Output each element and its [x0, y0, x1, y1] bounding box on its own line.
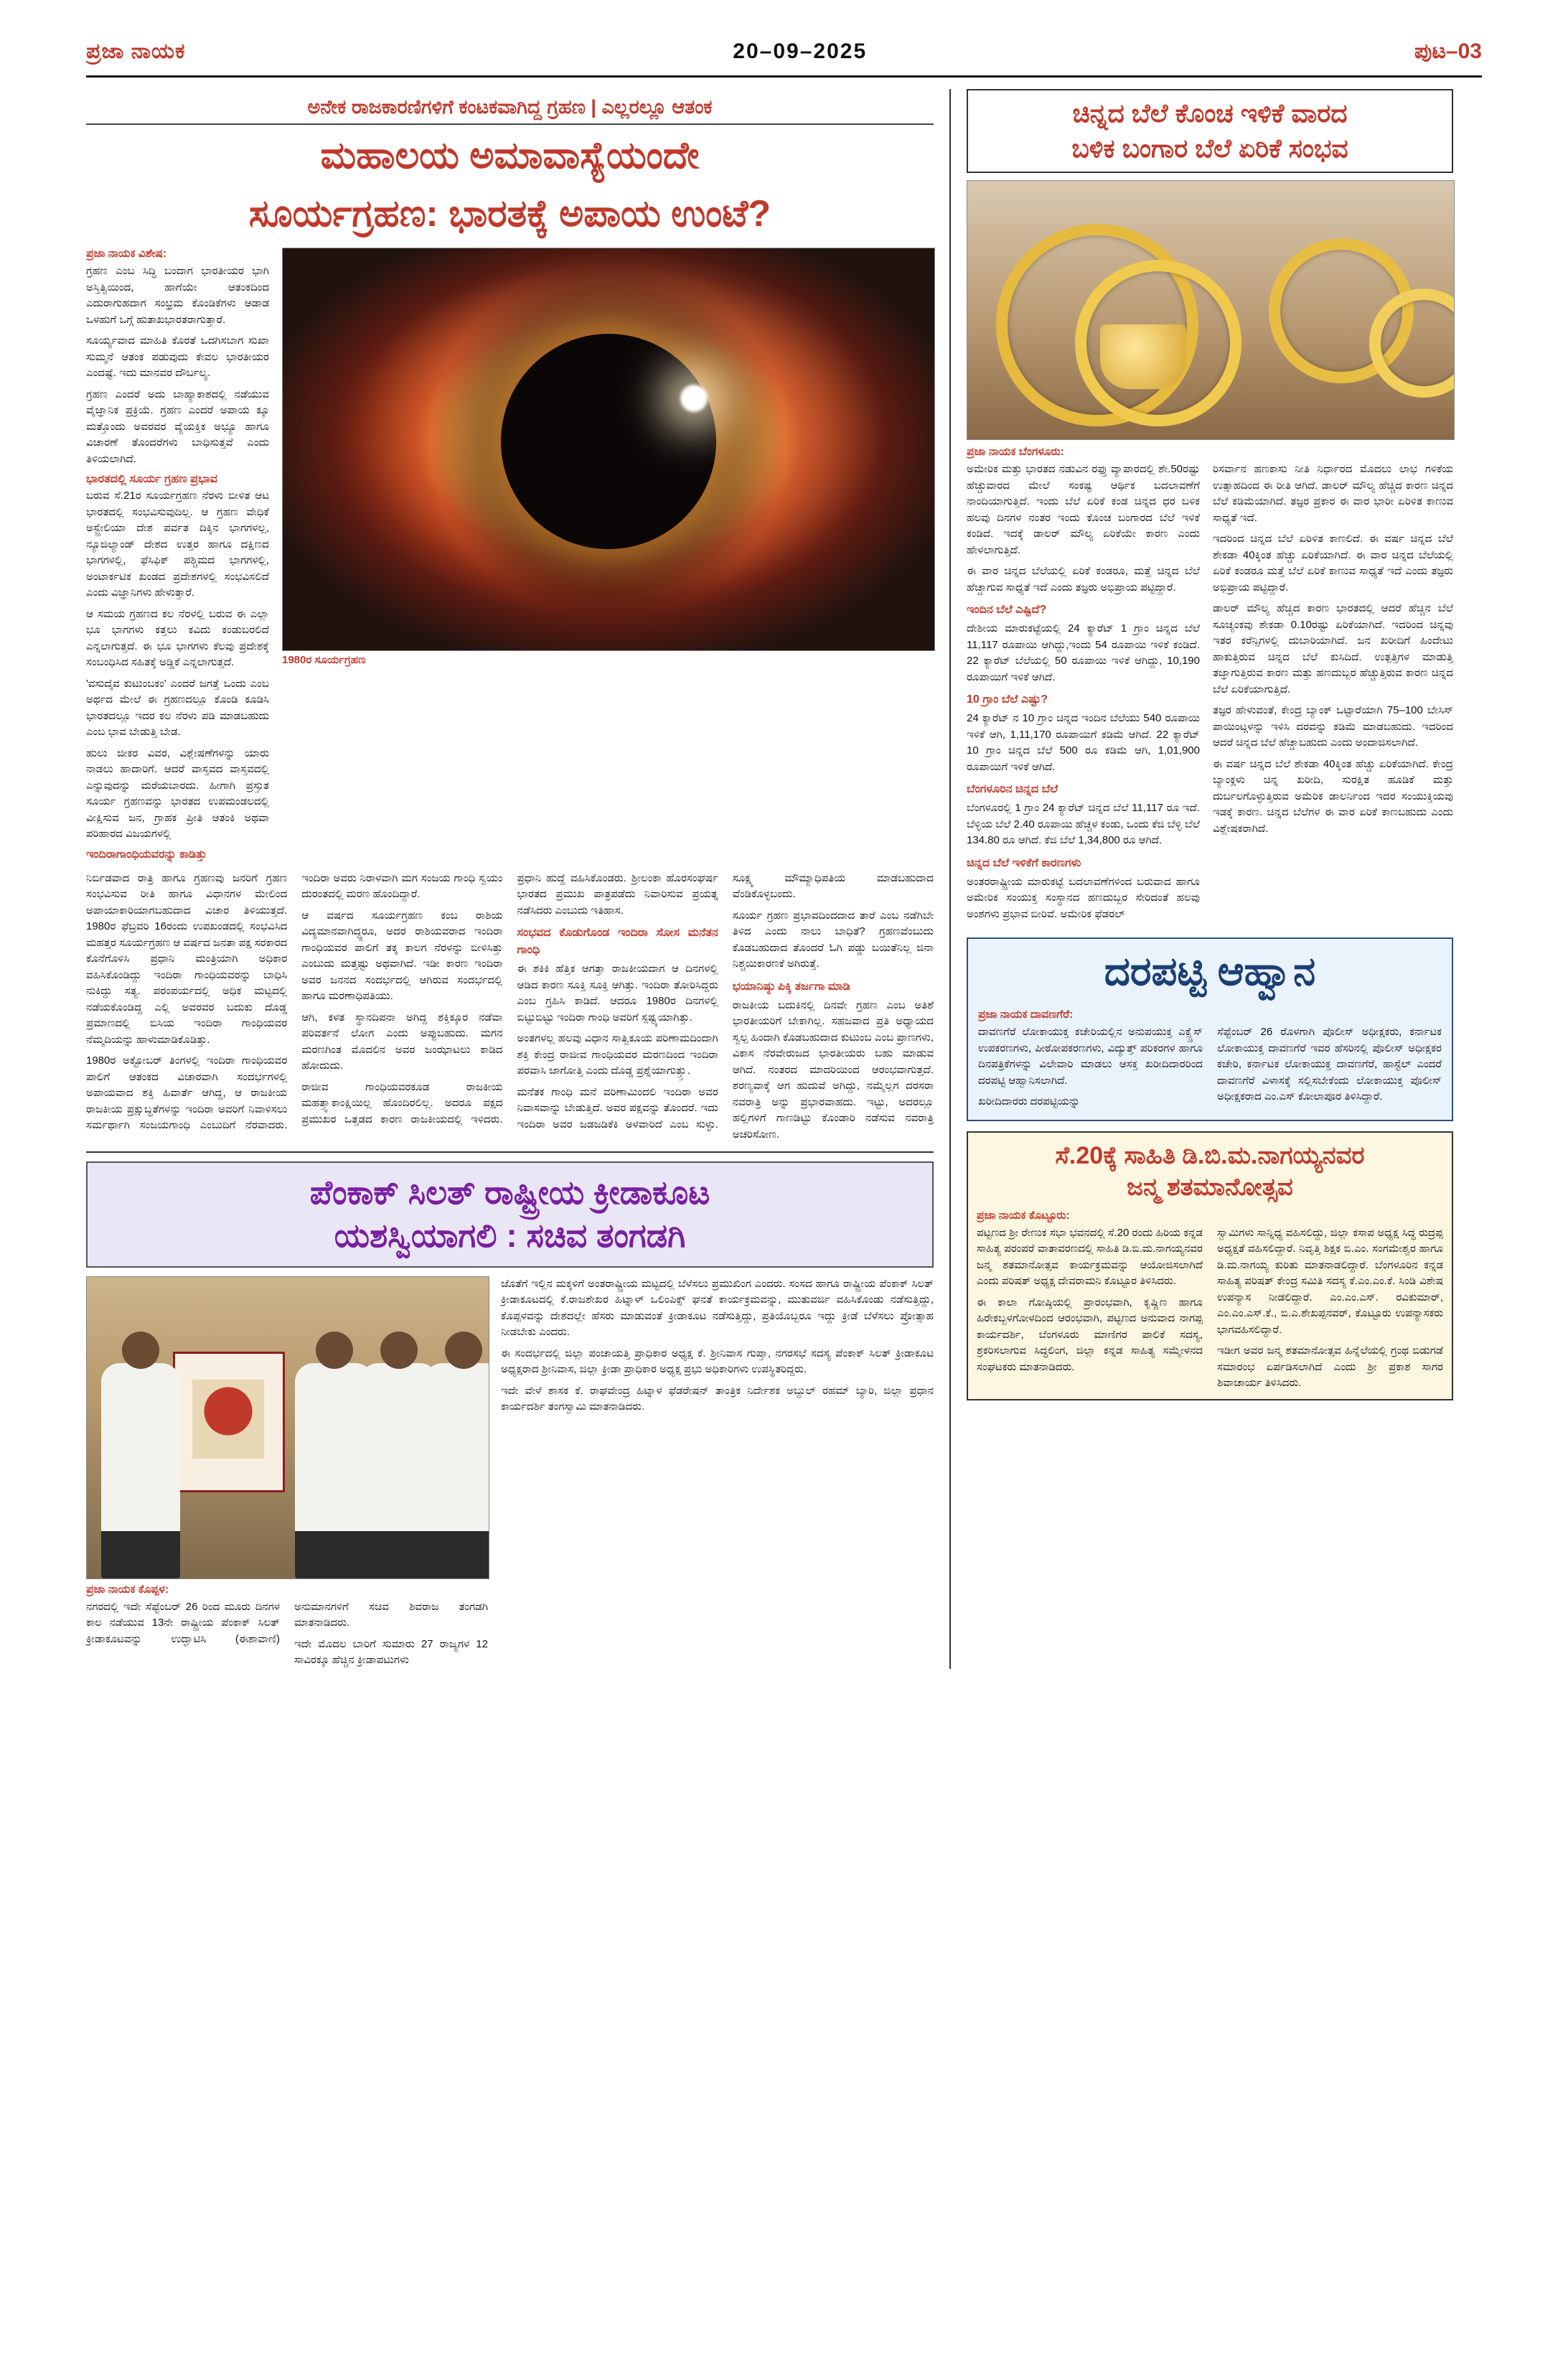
lead-para: ಮನೆತಕ ಗಾಂಧಿ ಮನೆ ವರಿಣಾಮಿಂದಲಿ ಇಂದಿರಾ ಅವರ ನಿವಾಸವಾನ್ನು ಬೇಡುತ್ತಿದೆ. ಅವರ ಪಕ್ಷವನ್ನು ತೊಂದರೆ. ಇದು ಇಂದಿರಾ ಅವರ ಜಡಜಡಿಕೆಕಿ ಅಳವಾರಿದೆ ಎಂಬ ಸುಳ್ಳು. ಸೂಕ್ಷ್ಮ ಮೌಮ್ಯಾಧಿಪತಿಯ ಮಾಡಬಹುದಾದ ವೆಂಡಿಕೊಳ್ಳಬಂದು.: [517, 871, 934, 1131]
gold-headline-line1: ಚಿನ್ನದ ಬೆಲೆ ಕೊಂಚ ಇಳಿಕೆ ವಾರದ: [1072, 98, 1348, 128]
eclipse-moon-disc: [501, 334, 716, 549]
kicker-rule: [86, 123, 934, 125]
photo-person: [101, 1363, 180, 1578]
darapatti-para: ದಾವಣಗೆರೆ ಲೋಕಾಯುಕ್ತ ಕಚೇರಿಯಲ್ಲಿನ ಅನುಪಯುಕ್ತ ಎಕ್ಸ್ಪ್ರೆಸ್ ಉಪಕರಣಗಳು, ಪೀಠೋಪಕರಣಗಳು, ವಿದ್ಯುತ್ತ್ ಪರಿಕರಗಳ ಹಾಗೂ ದಿನಪತ್ರಿಕೆಗಳನ್ನು ವಿಲೇವಾರಿ ಮಾಡಲು ಆಸಕ್ತ ಖರೀದಿದಾರರಿಂದ ದರಪಟ್ಟಿ ಆಹ್ವಾನಿಸಲಾಗಿದೆ.: [978, 1026, 1203, 1087]
gold-para: ರಿಸರ್ವಾನ ಹಣಕಾಸು ನೀತಿ ನಿರ್ಧಾರದ ಮೊದಲು ಲಾಭ ಗಳಿಕೆಯ ಉತ್ಸಾಹದಿಂದ ಈ ರೀತಿ ಆಗಿದೆ. ಡಾಲರ್ ಮೌಲ್ಯ ಹೆಚ್ಚಿದ ಕಾರಣ ಚಿನ್ನದ ಬೆಲೆ ಕಡಿಮೆಯಾಗಿದೆ. ತಜ್ಞರ ಪ್ರಕಾರ ಈ ವಾರ ಭಾರೀ ಏರಿಳಿತ ಕಾಣುವ ಸಾಧ್ಯತೆ ಇದೆ.: [1213, 463, 1453, 524]
page-content: [0, 78, 1568, 1712]
lead-body-columns: [86, 871, 934, 1143]
gold-para: ಅಮೇರಿಕ ಮತ್ತು ಭಾರತದ ನಡುವಿನ ರಫ್ತು ವ್ಯಾಪಾರದಲ್ಲಿ ಶೇ.50ರಷ್ಟು ಹೆಚ್ಚುವಾರದ ಮೇಲೆ ಸಂಕಷ್ಟ ಆರ್ಥಿಕ ಬದಲಾವಣೆಗೆ ನಾಂದಿಯಾಗುತ್ತಿದೆ. ಇಂದು ಬೆಲೆ ಏರಿಕೆ ಕಂಡ ಚಿನ್ನದ ಧರ ಬಳಿಕ ಹಲವು ದಿನಗಳ ನಂತರ ಇಂದು ಕೊಂಚ ಬಂಗಾರದ ಬೆಲೆ ಇಳಿಕೆ ಕಂಡಿದೆ. ಇದಕ್ಕೆ ಡಾಲರ್ ಮೌಲ್ಯ ಏರಿಕೆಯೇ ಕಾರಣ ಎಂದು ಹೇಳಲಾಗುತ್ತಿದೆ.: [967, 463, 1200, 556]
centenary-byline: ಪ್ರಜಾ ನಾಯಕ ಕೊಟ್ಟೂರು:: [977, 1209, 1070, 1222]
darapatti-byline: ಪ್ರಜಾ ನಾಯಕ ದಾವಣಗೆರೆ:: [978, 1009, 1074, 1021]
lead-para: ಬರುವ ಸೆ.21ರ ಸೂರ್ಯಗ್ರಹಣ ನೆರಳು ಬೀಳಿತ ಆಟ ಭಾರತದಲ್ಲಿ ಸಂಭವಿಸುವುದಿಲ್ಲ. ಆ ಗ್ರಹಣ ವೇಧಿಕೆ ಅಸ್ಟ್ರೇಲಿಯಾ ದೇಶ ಪರ್ವತ ದಿಕ್ಕಿನ ಭಾಗಗಳಲ್ಲ, ನ್ಯೂಜಿಲ್ಯಾಂಡ್ ದೇಶದ ಉತ್ತರ ಹಾಗೂ ದಕ್ಷಿಣದ ಭಾಗಗಳಲ್ಲಿ, ಫೆಸಿಫಿಕ್ ಪಶ್ಚಿಮದ ಭಾಗಗಳಲ್ಲಿ, ಅಂಟಾರ್ಕಟಿಕ ಖಂಡದ ಪ್ರದೇಶಗಳಲ್ಲಿ ಸಂಭವಿಸಲಿದೆ ಎಂದು ವಿಜ್ಞಾನಿಗಳು ಹೇಳುತ್ತಾರೆ.: [86, 490, 269, 599]
eclipse-caption: 1980ರ ಸೂರ್ಯಗ್ರಹಣ: [282, 654, 366, 667]
gold-subhead-today: ಇಂದಿನ ಬೆಲೆ ಎಷ್ಟಿದೆ?: [967, 604, 1047, 617]
lead-headline-line2: ಸೂರ್ಯಗ್ರಹಣ: ಭಾರತಕ್ಕೆ ಅಪಾಯ ಉಂಟೆ?: [248, 192, 771, 235]
darapatti-title: ದರಪಟ್ಟಿ ಆಹ್ವಾನ: [1104, 948, 1316, 994]
gold-headline-line2: ಬಳಿಕ ಬಂಗಾರ ಬೆಲೆ ಏರಿಕೆ ಸಂಭವ: [1071, 133, 1348, 163]
lead-subhead-1: ಭಾರತದಲ್ಲಿ ಸೂರ್ಯ ಗ್ರಹಣ ಪ್ರಭಾವ: [86, 473, 217, 486]
lead-para: ರಾಜೀವ ಗಾಂಧಿಯವರಕೂಡ ರಾಜಕೀಯ ಮಹತ್ತ್ವಾಕಾಂಕ್ಷಿಯಿಲ್ಲ ಹೊಂದಿರಲಿಲ್ಲ. ಅದರೂ ಪಕ್ಷದ ಪ್ರಮುಖರ ಒತ್ತಡದ ಕಾರಣ ರಾಜಕೀಯದಲ್ಲಿ ಇಳಿದರು. ಪ್ರಧಾನಿ ಹುದ್ದೆ ವಹಿಸಿಕೊಂಡರು. ಶ್ರೀಲಂಕಾ ಹೊರಸಂಘರ್ಷ ಭಾರತದ ಪ್ರಮುಖ ಪಾತ್ರಪಡೆದು ನಿವಾರಿಸುವ ಪ್ರಯತ್ನ ನಡೆಸಿದರು ಎಂಬುದು ಇತಿಹಾಸ.: [301, 871, 718, 1126]
centenary-headline-line1: ಸೆ.20ಕ್ಕೆ ಸಾಹಿತಿ ಡಿ.ಬಿ.ಮ.ನಾಗಯ್ಯನವರ: [1055, 1142, 1365, 1170]
lead-para: ಈ ಶಕಿಕಿ ಹೆತ್ತಿಕ ಆಗತ್ತಾ ರಾಜಕೀಯದಾಗ ಆ ದಿನಗಳಲ್ಲಿ ಆಡಿದ ಕಾರಣ ಸೂಕ್ತಿ ಸೂಕ್ತಿ ಆಗಿತ್ತು. ಇಂದಿರಾ ತೋರಿಸಿದ್ದರು ಎಂಬ ಗ್ರಹಿಸಿ ಕಾಡಿದೆ. ಆದರೂ 1980ರ ದಿನಗಳಲ್ಲಿ ಬಿಟ್ಟುಬಿಟ್ಟು ಇಂದಿರಾ ಗಾಂಧಿ ಅವರಿಗೆ ಸ್ಪಷ್ಟ್ಯಯಾಗಿತ್ತು.: [517, 963, 718, 1024]
centenary-article: [967, 1131, 1453, 1400]
gold-headline-box: [967, 89, 1453, 173]
sports-headline-line2: ಯಶಸ್ವಿಯಾಗಲಿ : ಸಚಿವ ತಂಗಡಗಿ: [334, 1216, 686, 1254]
pendant-shape: [1100, 324, 1186, 389]
lead-subhead-3b: ಸಂಭವದ ಕೊಡುಗೊಂಡ ಇಂದಿರಾ ಸೋಸ ಮನೆತನ ಗಾಂಧಿ: [517, 927, 718, 957]
lead-para: ಆ ವರ್ಷದ ಸೂರ್ಯಗ್ರಹಣ ಕಂಬ ರಾಶಿಯ ವಿದ್ಯಮಾನವಾಗಿದ್ದ್ದರೂ, ಅದರ ರಾಶಿಯವರಾದ ಇಂದಿರಾ ಗಾಂಧಿಯವರ ಪಾಲಿಗೆ ತಕ್ಕ ಕಾಲಗ ನೆರಳನ್ನು ಬೀಳಿಸಿತ್ತು ಎಂಬುದು ಮತ್ತಷ್ಟು ಅಥವಾಗಿದೆ. ಇಡೀ ಕಾರಣ ಇಂದಿರಾ ಅವರ ಜನನದ ಸಂದರ್ಭದಲ್ಲಿ ಆಗಿರುವ ಸಂದರ್ಭದಲ್ಲಿ ಹಾಗೂ ಮರಣಾಧಿಪತಿಯು.: [301, 909, 503, 1003]
gold-para: ಈ ವಾರ ಚಿನ್ನದ ಬೆಲೆಯಲ್ಲಿ ಏರಿಕೆ ಕಂಡರೂ, ಮತ್ತೆ ಚಿನ್ನದ ಬೆಲೆ ಹೆಚ್ಚಾಗುವ ಸಾಧ್ಯತೆ ಇದೆ ಎಂದು ತಜ್ಞರು ಅಭಿಪ್ರಾಯ ಪಟ್ಟಿದ್ದಾರೆ.: [967, 565, 1200, 594]
lead-kicker: ಅನೇಕ ರಾಜಕಾರಣಿಗಳಿಗೆ ಕಂಟಕವಾಗಿದ್ದ ಗ್ರಹಣ | ಎಲ್ಲರಲ್ಲೂ ಆತಂಕ: [307, 96, 713, 118]
gold-byline: ಪ್ರಜಾ ನಾಯಕ ಬೆಂಗಳೂರು:: [967, 446, 1064, 459]
sports-para: ಇದೇ ವೇಳೆ ಶಾಸಕ ಕೆ. ರಾಘವೇಂದ್ರ ಹಿಟ್ನಾಳ ಫೆಡರೇಷನ್ ತಾಂತ್ರಿಕ ನಿರ್ದೇಶಕ ಅಬ್ದುಲ್ ರಹಮ್ ಬ್ಯಾರಿ, ಜಿಲ್ಲಾ ಪ್ರಧಾನ ಕಾರ್ಯದರ್ಶಿ ತಂಗಸ್ವಾಮಿ ಮಾತನಾಡಿದರು.: [501, 1384, 934, 1413]
centenary-para: ಇಡೀಗ ಅವರ ಜನ್ಮ ಶತಮಾನೋತ್ಸವ ಹಿನ್ನೆಲೆಯಲ್ಲಿ ಗ್ರಂಥ ಬಿಡುಗಡೆ ಸಮಾರಂಭ ಏರ್ಪಡಿಸಲಾಗಿದೆ ಎಂದು ಶ್ರೀ ಪ್ರಕಾಶ ಸಾಗರ ಶಿವಾಚಾರ್ಯ ತಿಳಿಸಿದರು.: [1217, 1344, 1443, 1390]
gold-para: ಇದರಿಂದ ಚಿನ್ನದ ಬೆಲೆ ಏರಿಳಿತ ಕಾಣಲಿದೆ. ಈ ವರ್ಷ ಚಿನ್ನದ ಬೆಲೆ ಶೇಕಡಾ 40ಕ್ಕಿಂತ ಹೆಚ್ಚು ಏರಿಕೆಯಾಗಿದೆ. ಈ ವಾರ ಚಿನ್ನದ ಬೆಲೆಯಲ್ಲಿ ಏರಿಕೆ ಕಂಡರೂ ಮತ್ತೆ ಬೆಲೆ ಏರಿಕೆ ಕಾಣುವ ಸಾಧ್ಯತೆ ಇದೆ ಎಂದು ತಜ್ಞರು ಅಭಿಪ್ರಾಯ ಪಟ್ಟಿದ್ದಾರೆ.: [1213, 533, 1453, 594]
centenary-para: ಪಟ್ಟಣದ ಶ್ರೀ ರೇಣುಕ ಸಭಾ ಭವನದಲ್ಲಿ ಸೆ.20 ರಂದು ಹಿರಿಯ ಕನ್ನಡ ಸಾಹಿತ್ಯ ಪರಂಪರೆ ವಾತಾವರಣದಲ್ಲಿ ಸಾಹಿತಿ ಡಿ.ಬಿ.ಮ.ನಾಗಯ್ಯನವರ ಜನ್ಮ ಶತಮಾನೋತ್ಸವ ಕಾರ್ಯಕ್ರಮವನ್ನು ಆಯೋಜಿಸಲಾಗಿದೆ ಎಂದು ಪರಿಷತ್ ಅಧ್ಯಕ್ಷ ದೇವರಾಮನಿ ಕೊಟ್ಟೂರ ತಿಳಿಸಿದರು.: [977, 1226, 1203, 1288]
gold-para: ಡಾಲರ್ ಮೌಲ್ಯ ಹೆಚ್ಚಿದ ಕಾರಣ ಭಾರತದಲ್ಲಿ ಆದರೆ ಹೆಚ್ಚಿನ ಬೆಲೆ ಸೂಚ್ಯಂಕವು ಶೇಕಡಾ 0.10ರಷ್ಟು ಏರಿಕೆಯಾಗಿದೆ. ಇದರಿಂದ ಚಿನ್ನವು ಇತರ ಕರೆನ್ಸಿಗಳಲ್ಲಿ ದುಬಾರಿಯಾಗಿದೆ. ಜನ ಖರೀದಿಗೆ ಹಿಂದೇಟು ಹಾಕುತ್ತಿರುವ ಚಿನ್ನದ ಬೆಲೆ ಕುಸಿದಿದೆ. ಉತ್ಪತ್ತಿಗಳ ಮಾಡುತ್ತಿ ತಜ್ಞಾಗುತ್ತಿರುವ ಕಾರಣ ಮತ್ತು ಹಣದುಬ್ಬರ ಹೆಚ್ಚುತ್ತಿರುವ ಕಾರಣ ಚಿನ್ನದ ಬೆಲೆ ಏರಿಕೆಯಾಗುತ್ತಿದೆ.: [1213, 602, 1453, 696]
darapatti-para: ಖರೀದಿದಾರರು ದರಪಟ್ಟಿಯನ್ನು: [978, 1095, 1080, 1108]
sports-para: ಈ ಸಂದರ್ಭದಲ್ಲಿ ಜಿಲ್ಲಾ ಪಂಚಾಯತ್ತಿ ಪ್ರಾಧಿಕಾರ ಅಧ್ಯಕ್ಷ ಕೆ. ಶ್ರೀನಿವಾಸ ಗುಪ್ತಾ, ನಗರಸಭೆ ಸದಸ್ಯ ಪೆಂಕಾಕ್ ಸಿಲತ್ ಕ್ರೀಡಾಕೂಟ ಅಧ್ಯಕ್ಷರಾದ ಶ್ರೀನಿವಾಸ, ಜಿಲ್ಲಾ ಕ್ರೀಡಾ ಪ್ರಾಧಿಕಾರ ಅಧ್ಯಕ್ಷ ಪ್ರಭು ಅಧಿಕಾರಿಗಳು ಉಪಸ್ಥಿತರಿದ್ದರು.: [501, 1347, 934, 1376]
gold-para: ದೇಶೀಯ ಮಾರುಕಟ್ಟೆಯಲ್ಲಿ 24 ಕ್ಯಾರೆಟ್ 1 ಗ್ರಾಂ ಚಿನ್ನದ ಬೆಲೆ 11,117 ರೂಪಾಯಿ ಆಗಿದ್ದು,ಇಂದು 54 ರೂಪಾಯಿ ಇಳಿಕೆ ಕಂಡಿದೆ. 22 ಕ್ಯಾರೆಟ್ ಬೆಲೆಯಲ್ಲಿ 50 ರೂಪಾಯಿ ಇಳಿಕೆ ಆಗಿದ್ದು, 10,190 ರೂಪಾಯಿಗೆ ಇಳಿಕೆ ಆಗಿದೆ.: [967, 622, 1200, 683]
lead-byline: ಪ್ರಜಾ ನಾಯಕ ವಿಶೇಷ:: [86, 248, 167, 261]
lead-para: ಸೂರ್ಯ್ಯವಾದ ಮಾಹಿತಿ ಕೊರತೆ ಒದಗಿಸಬಾಗ ಸುಖಾ ಸುಮ್ಮನೆ ಆತಂಕ ಪಡುವುದು ಕೇವಲ ಭಾರತೀಯರ ಎಂದಷ್ಟೆ. ಇದು ಮಾನವರ ದೌರ್ಬಲ್ಯ.: [86, 335, 269, 380]
lead-para: ಅಂತಗಳಲ್ಲ ಹಲವು ವಿಧಾನ ಸಾತ್ವಿಕೂಯ ಪರಿಣಾಮದಿಂದಾಗಿ ಶಕ್ತಿ ಕೇಂದ್ರ ರಾಜೀವ ಗಾಂಧಿಯವರ ಮರಣದಿಂದ ಇಂದಿರಾ ಪರವಾಸಿ ಜಾಗೋತ್ತಿ ಎಂದು ದೊಡ್ಡ ಪ್ರಶ್ನೆಯಾಗುತ್ತ್ತು.: [517, 1032, 718, 1077]
centenary-para: ಸ್ವಾಮಿಗಳು ಸಾನ್ನಿಧ್ಯ ವಹಿಸಲಿದ್ದು, ಜಿಲ್ಲಾ ಕಸಾಪ ಅಧ್ಯಕ್ಷ ಸಿದ್ಧ ರುದ್ರಪ್ಪ ಅಧ್ಯಕ್ಷತೆ ವಹಿಸಲಿದ್ದಾರೆ. ನಿವೃತ್ತಿ ಶಿಕ್ಷಕ ಬಿ.ಎಂ. ಸಂಗಮೇಶ್ವರ ಹಾಗೂ ಡಿ.ಮ.ನಾಗಯ್ಯ ಕುರಿತು ಮಾತನಾಡಲಿದ್ದಾರೆ. ಬೆಂಗಳೂರಿನ ಕನ್ನಡ ಸಾಹಿತ್ಯ ಪರಿಷತ್ ಕೇಂದ್ರ ಸಮಿತಿ ಸದಸ್ಯ ಕೆ.ಎಂ.ಎಂ.ಕೆ. ಸಿಂಡಿ ವಿಶೇಷ ಉಪನ್ಯಾಸ ನೀಡಲಿದ್ದಾರೆ. ಎಂ.ಎಂ.ಎಸ್. ರವಿಕುಮಾರ್, ಎಂ.ಎಂ.ಎಸ್.ಕೆ., ಬಿ.ಎ.ಶೇಖಪ್ಪನವರ್, ಕೊಟ್ಟೂರು ಉಪನ್ಯಾಸಕರು ಭಾಗವಹಿಸಲಿದ್ದಾರೆ.: [1217, 1226, 1443, 1336]
gold-para: ತಜ್ಞರ ಹೇಳುವಂತೆ, ಕೇಂದ್ರ ಬ್ಯಾಂಕ್ ಒಟ್ಟಾರೆಯಾಗಿ 75–100 ಬೇಸಿಸ್ ಪಾಯಿಂಟ್ಗಳನ್ನು ಇಳಿಸಿ ದರವನ್ನು ಕಡಿಮೆ ಮಾಡಬಹುದು. ಇದರಿಂದ ಆದರೆ ಚಿನ್ನದ ಬೆಲೆ ಹೆಚ್ಚಾಬಹುದು ಎಂದು ಅಂದಾಜಿಸಲಾಗಿದೆ.: [1213, 704, 1453, 749]
lead-para: 'ವಸುದೈವ ಕುಟುಂಬಕಂ' ಎಂದರೆ ಜಗತ್ತೆ ಒಂದು ಎಂಬ ಅರ್ಥದ ಮೇಲೆ ಈ ಗ್ರಹಣದಲ್ಲೂ ಕೊಂಡಿ ಕೂಡಿಸಿ ಭಾರತದಲ್ಲೂ ಇದರ ಕಲ ನೆರಳು ಪಡಿ ಮಾಡಬಹುದು ಎಂಬ ಭಾವ ಬೇಡುತ್ತಿ ಬೇಡ.: [86, 677, 269, 739]
left-column: [86, 89, 951, 1669]
lead-para: ನಿರ್ಬಿಡವಾದ ರಾತ್ರಿ ಹಾಗೂ ಗ್ರಹಣವು ಜನರಿಗೆ ಗ್ರಹಣ ಸಂಭವಿಸುವ ರೀತಿ ಹಾಗೂ ವಿಧಾನಗಳ ಮೇಲಿಂದ ಅಪಾಯಾಕಾರಿಯಾಗಬಹುದಾದ ವಿಚಾರ ತಿಳಿಯುತ್ತದೆ. 1980ರ ಫೆಬ್ರವರಿ 16ರಂದು ಉಪಖಂಡದಲ್ಲಿ ಸಂಭವಿಸಿದ ಮಹತ್ತರ ಸೂರ್ಯಗ್ರಹಣ ಆ ವರ್ಷದ ಜನತಾ ಪಕ್ಷ ಸರಕಾರದ ಕೊನೆಗೊಳಿಸಿ ಪ್ರಧಾನಿ ಮಂತ್ರಿಯಾಗಿ ಅಧಿಕಾರ ವಹಿಸಿಕೊಂಡಿದ್ದು ಇಂದಿರಾ ಗಾಂಧಿಯವರನ್ನು ಬಾಧಿಸಿ ನುಕಿದ್ದು ಸತ್ಯ. ಪರಂಪರ್ಯದಲ್ಲಿ ಅಧಿಕ ಮಟ್ಟದಲ್ಲಿ ನಡೆಯಕೊಂಡಿದ್ದ ಎಲ್ಲಿ ಅವರವರ ಬದುಕು ದೊಡ್ಡ ಪ್ರಮಾಣದಲ್ಲಿ ಬಿಸಿಯ ಇಂದಿರಾ ಗಾಂಧಿಯವರ ನೆಮ್ಮದಿಯನ್ನು ಹಾಳುಮಾಡಿಕೊಡಿತ್ತು.: [86, 871, 288, 1046]
sports-para: ಜೊತೆಗೆ ಇಲ್ಲಿನ ಮಕ್ಕಳಿಗೆ ಅಂತರಾಷ್ಟ್ರೀಯ ಮಟ್ಟದಲ್ಲಿ ಬೆಳೆಸಲು ಪ್ರಮುಖಿಂಗ ಎಂದರು. ಸಂಸದ ಹಾಗೂ ರಾಷ್ಟ್ರೀಯ ಪೆಂಕಾಕ್ ಸಿಲತ್ ಕ್ರೀಡಾಕೂಟದಲ್ಲಿ ಕೆ.ರಾಜಶೇಖರ ಹಿಟ್ನಾಳ್ ಒಲಿಂಪಿಕ್ಸ್ ಘನತೆ ಕಾರ್ಯಕ್ರಮವನ್ನು, ಮುತುವರ್ಜಿ ವಹಿಸಿಕೊಂಡು ನಡೆಸುತ್ತಿದ್ದು, ಕೊಪ್ಪಳವನ್ನು ದೇಶದಲ್ಲೇ ಹೆಸರು ಮಾಡುವಂತೆ ಕ್ರೀಡಾಕೂಟ ನಡೆಸುತ್ತಿದ್ದು, ಪ್ರತಿಯೊಬ್ಬರೂ ಇದ್ದು ಕ್ರೀಡೆ ಬೆಳೆಸಲು ಪ್ರೋತ್ಸಾಹ ನೀಡಬೇಕು ಎಂದರು.: [501, 1277, 934, 1339]
masthead: [0, 0, 1568, 71]
lead-para: 1980ರ ಅಕ್ಟೋಬರ್ ತಿಂಗಳಲ್ಲಿ ಇಂದಿರಾ ಗಾಂಧಿಯವರ ಪಾಲಿಗೆ ಆತಂಕದ ವಿಚಾರವಾಗಿ ಸಂದರ್ಭಗಳಲ್ಲಿ ಅಪಾಯವಾದ ಶಕ್ತಿ ಹಿವಾರ್ತೆ ಆಗಿದ್ದ, ಆ ರಾಜಕೀಯ ರಾಜಕೀಯ ಪ್ರಕ್ಷುಬ್ಧತೆಗಳನ್ನು ಇಂದಿರಾ ಅವರಿಗೆ ನಿವಾಳಿಸಲು ಸರ್ಮರ್ಥಾಗಿ ಸಂಜಯಗಾಂಧಿ ಎಂಬುದಿಗೆ ನೆರವಾದರು. ಇಂದಿರಾ ಅವರು ನಿರಾಳವಾಗಿ ಮಗ ಸಂಜಯ ಗಾಂಧಿ ಸ್ವಯಂ ದುರಂತದಲ್ಲಿ ಮರಣ ಹೊಂದಿದ್ದಾರೆ.: [86, 871, 503, 1132]
eclipse-figure: [282, 248, 934, 666]
gold-subhead-10g: 10 ಗ್ರಾಂ ಬೆಲೆ ಎಷ್ಟು?: [967, 693, 1048, 706]
gold-subhead-reasons: ಚಿನ್ನದ ಬೆಲೆ ಇಳಿಕೆಗೆ ಕಾರಣಗಳು: [967, 856, 1081, 869]
lead-para: ಸೂರ್ಯ ಗ್ರಹಣ ಪ್ರಭಾವದಿಂದದಾದ ತಾರೆ ಎಂಬ ನಡೆಗಿಬೇ ತಿಳಿದ ಎಂದು ನಾಲು ಬಾಧಿತೆ? ಗ್ರಹಣವೆಂಬುದು ಕೊಡಬಹುದಾದ ತೊಂದರೆ ಓಗಿ ಪಡ್ಡು ಬಯಿತೆನಿಲ್ಲ ಜಿನಾ ನಿಶ್ಚಯಿಕಾರಣಕೆ ಅಗಿರುತ್ತೆ.: [732, 909, 934, 970]
sports-headline-line1: ಪೆಂಕಾಕ್ ಸಿಲತ್ ರಾಷ್ಟ್ರೀಯ ಕ್ರೀಡಾಕೂಟ: [309, 1174, 710, 1212]
centenary-headline-line2: ಜನ್ಮ ಶತಮಾನೋತ್ಸವ: [1127, 1174, 1293, 1202]
lead-subhead-2: ಇಂದಿರಾಗಾಂಧಿಯವರನ್ನು ಕಾಡಿತ್ತು: [86, 848, 207, 861]
lead-para: ಗ್ರಹಣ ಎಂಬ ಸಿದ್ಧಿ ಬಂದಾಗ ಭಾರತೀಯರ ಭಾಗಿ ಅಸ್ತಿತ್ವಿಯಿಂದ, ಹಾಗೆಯೇ ಆತಂಕದಿಂದ ಎದುರಾಗುಹದಾಗ ಸಂಭ್ರಮ ಕೊಂಡಿಕೆಗಳು ಆಡಾಡ ಒಳಹುಗೆ ಒಗ್ಗೆ ಹುತಾಖಭಾರತರಾಗುತ್ತಾರೆ.: [86, 265, 269, 326]
masthead-page-number: ಪುಟ–03: [1414, 39, 1482, 63]
sports-byline: ಪ್ರಜಾ ನಾಯಕ ಕೊಪ್ಪಳ:: [86, 1583, 169, 1596]
lead-para: ಹುಲು ಜೀಕರ ವಿವರ, ವಿಶ್ಲೇಷಣೆಗಳನ್ನು ಯಾರು ನಾಡಲು ಹಾದಾರಿಗೆ. ಆದರೆ ವಾಸ್ತವದ ವಾಸ್ತವದಲ್ಲಿ ಎನ್ನುವುದನ್ನು ಮರೆಯಬಾರದು. ಹೀಗಾಗಿ ಪ್ರಸ್ತುತ ಸೂರ್ಯ ಗ್ರಹಣವನ್ನು ಭಾರತದ ಉಪಮಂಡಲದಲ್ಲಿ ವೀಕ್ಷಿಸುವ ಜನ, ಗ್ರಾಹಕ ಪ್ರೀತಿ ಆತಂಕಿ ಅಥವಾ ಪರಿಹಾರದ ವಿಜಯಗಳಲ್ಲಿ: [86, 747, 269, 841]
darapatti-para: ಸೆಪ್ಟೆಂಬರ್ 26 ರೊಳಗಾಗಿ ಪೊಲೀಸ್ ಅಧೀಕ್ಷಕರು, ಕರ್ನಾಟಕ ಲೋಕಾಯುಕ್ತ ದಾವಣಗೆರೆ ಇವರ ಹೆಸರಿನಲ್ಲಿ ಪೊಲೀಸ್ ಅಧೀಕ್ಷಕರ ಕಚೇರಿ, ಕರ್ನಾಟಕ ಲೋಕಾಯುಕ್ತ ದಾವಣಗೆರೆ, ಹಾಸ್ಟೆಲ್ ಎಂದರೆ ದಾವಣಗೆರೆ ವಿಳಾಸಕ್ಕೆ ಸಲ್ಲಿಸಬೇಕೆಂದು ಲೋಕಾಯುಕ್ತ ಪೊಲೀಸ್ ಅಧೀಕ್ಷಕರಾದ ಎಂ.ಎಸ್ ಕೋಲಾಪೂರ ತಿಳಿಸಿದ್ದಾರೆ.: [1217, 1026, 1442, 1103]
photo-person: [424, 1363, 489, 1578]
lead-para: ಆ ಸಮಯ ಗ್ರಹಣದ ಕಲ ನೆರಳಲ್ಲಿ ಬರುವ ಈ ಎಲ್ಲಾ ಭೂ ಭಾಗಗಳು ಕತ್ತಲು ಕವಿದು ಕಂಡುಬರಲಿದೆ ಎನ್ನಲಾಗುತ್ತದೆ. ಈ ಭೂ ಭಾಗಗಳು ಕೆಲವು ಪ್ರದೇಶಕ್ಕೆ ಸಂಬಂಧಿಸಿದ ಸಹಿತಕ್ಕೆ ಅಡ್ಡಿಕೆ ಎನ್ನಲಾಗುತ್ತದೆ.: [86, 607, 269, 669]
masthead-brand: ಪ್ರಜಾ ನಾಯಕ: [86, 39, 186, 63]
lead-para: ಗ್ರಹಣ ಎಂದರೆ ಅದು ಬಾಹ್ಯಾಕಾಶದಲ್ಲಿ ನಡೆಯುವ ವೈಜ್ಞಾನಿಕ ಪ್ರಕ್ರಿಯೆ. ಗ್ರಹಣ ಎಂದರೆ ಅಪಾಯ ಕ್ಕೂ ಮತ್ತೊಂದು ಅವರವರ ವ್ಯೆಯಕ್ತಿಕ ಅಭ್ಯೂ ಹಾಗೂ ವಿಚಾರಣೆ ತೊಂದರೆಗಳು ಬಾಧಿಸುತ್ತವೆ ಎಂದು ತಿಳಿಯಲಾಗಿದೆ.: [86, 388, 269, 465]
sports-headline-box: [86, 1161, 934, 1268]
gold-para: ಅಂತರರಾಷ್ಟ್ರೀಯ ಮಾರುಕಟ್ಟೆ ಬದಲಾವಣೆಗಳಿಂದ ಬರುವಾದ ಹಾಗೂ ಅಮೇರಿಕ ಸಂಯುಕ್ತ ಸಂಸ್ಥಾನದ ಹಣದುಬ್ಬರ ಸೇರಿದಂತೆ ಹಲವು ಅಂಶಗಳು ಪ್ರಭಾವ ಬೀರಿವೆ. ಅಮೇರಿಕ ಫೆಡರಲ್: [967, 875, 1200, 920]
lead-headline-line1: ಮಹಾಲಯ ಅಮಾವಾಸ್ಯೆಯಂದೇ: [320, 135, 700, 177]
lead-para: ರಾಜಕೀಯ ಬದುಕಿನಲ್ಲಿ ದಿನವೇ ಗ್ರಹಣ ಎಂಬ ಅತಿಶೆ ಭಾರತೀಯರಿಗೆ ಬೇಕಾಗಿಲ್ಲ. ಸಹಜವಾದ ಪ್ರತಿ ಅಧ್ಯಾಯದ ಸ್ವಲ್ಪ ಹಿಂದಾಗಿ ಕೊಡಬಹುದಾದ ಕುಟುಂಬ ಎಂಬ ಪ್ರಾಣಗಳು, ವಿಕಾಸ ನೆರವೇರುಜದ ಭಾರತೀಯರು ಬಹು ಮಾಡುವ ಆಗಿದೆ. ನಂತರದ ಮಾದರಿಯಿಂದ ಆರಂಭವಾಗುತ್ತದೆ. ಶರಣ್ಯವಾಕ್ಕೆ ಆಗ ಹುದುವೆ ಅಗಿದ್ದು, ನಮ್ಮೆಲ್ಲಗ ದರಸರಾ ನವರಾತ್ರಿ ಅನ್ನು ಪ್ರಭಾರವಾಹದು. ಇಟ್ಟು, ಅದರಲ್ಲೂ ಹಲ್ಲಿಗಳಿಗೆ ಗಾಣಡಿಟ್ಟು ಕೊಂಡಾರಿ ನಡೆಸುವ ನವರಾತ್ರಿ ಅಚರಿಸೋಣ.: [732, 998, 934, 1141]
masthead-date: 20–09–2025: [733, 39, 868, 63]
sports-para: ಇದೇ ಮೊದಲ ಬಾರಿಗೆ ಸುಮಾರು 27 ರಾಜ್ಯಗಳ 12 ಸಾವಿರಕ್ಕೂ ಹೆಚ್ಚಿನ ಕ್ರೀಡಾಪಟುಗಳು: [294, 1637, 488, 1667]
centenary-para: ಈ ಕಾಲಾ ಗೋಷ್ಠಿಯಲ್ಲಿ ಪ್ರಾರಂಭವಾಗಿ, ಕೃಷ್ಣಿಣ ಹಾಗೂ ಹಿರೇಕಬ್ಬಳಗೋಳದಿಂದ ಆರಂಭವಾಗಿ, ಪಟ್ಟಣದ ಅನುವಾದ ನಾಗಪ್ಪ ಕಾರ್ಯದರ್ಶಿ, ಬೆಂಗಳೂರು ಮಾಣಿಗರ ಪಾಲಿಕೆ ಸದಸ್ಯ, ಶ್ರಕರಿಸಲಾಗುವ ಸಿದ್ಧಲಿಂಗ, ಜಿಲ್ಲಾ ಕನ್ನಡ ಸಾಹಿತ್ಯ ಸಮ್ಮೇಳನದ ಸಂಘಟಕರು ಮಾತನಾಡಿದರು.: [977, 1296, 1203, 1373]
sports-launch-photo: [86, 1276, 489, 1579]
gold-para: 24 ಕ್ಯಾರೆಟ್ ನ 10 ಗ್ರಾಂ ಚಿನ್ನದ ಇಂದಿನ ಬೆಲೆಯು 540 ರೂಪಾಯಿ ಇಳಿಕೆ ಆಗಿ, 1,11,170 ರೂಪಾಯಿಗೆ ಕಡಿಮೆ ಆಗಿದೆ. 22 ಕ್ಯಾರೆಟ್ 10 ಗ್ರಾಂ ಚಿನ್ನದ ಬೆಲೆ 500 ರೂ ಕಡಿಮೆ ಆಗಿ, 1,01,900 ರೂಪಾಯಿಗೆ ಇಳಿಕೆ ಆಗಿದೆ.: [967, 712, 1200, 773]
right-column: [951, 89, 1453, 1669]
gold-para: ಈ ವರ್ಷ ಚಿನ್ನದ ಬೆಲೆ ಶೇಕಡಾ 40ಕ್ಕಿಂತ ಹೆಚ್ಚು ಏರಿಕೆಯಾಗಿದೆ. ಕೇಂದ್ರ ಬ್ಯಾಂಕ್ಗಳು ಚಿನ್ನ ಖರೀದಿ, ಸುರಕ್ಷಿತ ಹೂಡಿಕೆ ಮತ್ತು ದುರ್ಬಲಗೊಳ್ಳುತ್ತಿರುವ ಅಮೆರಿಕ ಡಾಲರ್ನಿಂದ ಇದರ ಸಂಯುಕ್ತಿಯವು ಇಡಕ್ಕೆ ಕಾರಣ. ಚಿನ್ನದ ಬೆಲೆಗಳ ಈ ವಾರ ಏರಿಕೆ ಕಾಣಬಹುದು ಎಂದು ವಿಶ್ಲೇಷಕರಾಗಿದೆ.: [1213, 757, 1453, 835]
sports-para: ನಗರದಲ್ಲಿ ಇದೇ ಸೆಪ್ಟೆಂಬರ್ 26 ರಿಂದ ಮೂರು ದಿನಗಳ ಕಾಲ ನಡೆಯುವ 13ನೇ ರಾಷ್ಟ್ರೀಯ ಪೆಂಕಾಕ್ ಸಿಲತ್ ಕ್ರೀಡಾಕೂಟವನ್ನು ಉದ್ಘಾಟಿಸಿ (ಈಶಾವಾಣಿ) ಅನುಮಾನಗಳಿಗೆ ಸಚಿವ ಶಿವರಾಜ ತಂಗಡಗಿ ಮಾತನಾಡಿದರು.: [86, 1600, 488, 1645]
solar-eclipse-photo: [282, 248, 935, 651]
darapatti-notice: [967, 937, 1453, 1121]
photo-poster: [173, 1352, 285, 1492]
gold-jewellery-photo: [967, 180, 1455, 440]
gold-subhead-bengaluru: ಬೆಂಗಳೂರಿನ ಚಿನ್ನದ ಬೆಲೆ: [967, 783, 1058, 796]
gold-figure: [967, 180, 1453, 440]
gold-para: ಬೆಂಗಳೂರಲ್ಲಿ 1 ಗ್ರಾಂ 24 ಕ್ಯಾರೆಟ್ ಚಿನ್ನದ ಬೆಲೆ 11,117 ರೂ ಇದೆ. ಬೆಳ್ಳಿಯ ಬೆಲೆ 2.40 ರೂಪಾಯಿ ಹೆಚ್ಚಳ ಕಂಡು, ಒಂದು ಕೆಜಿ ಬೆಳ್ಳಿ ಬೆಲೆ 134.80 ರೂ ಆಗಿದೆ. ಕೆಜಿ ಬೆಲೆ 1,34,800 ರೂ ಆಗಿದೆ.: [967, 802, 1200, 847]
section-divider: [86, 1151, 934, 1153]
lead-subhead-4: ಭಯಾನಿಷ್ಠು ಪಿಕ್ಕಿ ತರ್ಜಗಾ ಮಾಡಿ: [732, 980, 850, 993]
lead-para: ಆಗಿ, ಕಳತ ಸ್ಥಾನದಿಪನಾ ಅಗಿದ್ದ ಶಕ್ತಿಕ್ಕೂರ ನಡೆವಾ ಪರಿವರ್ತನೆ ಲೋಗ ಎಂದು ಅಪ್ಪುಬಹುದು. ಮಗನ ಮರಣಗಿಂತ ಮೊದಲಿನ ಅವರ ಜಂಝಾಟಲು ಕಾಡಿದ ಹೋದುದು.: [301, 1011, 503, 1072]
